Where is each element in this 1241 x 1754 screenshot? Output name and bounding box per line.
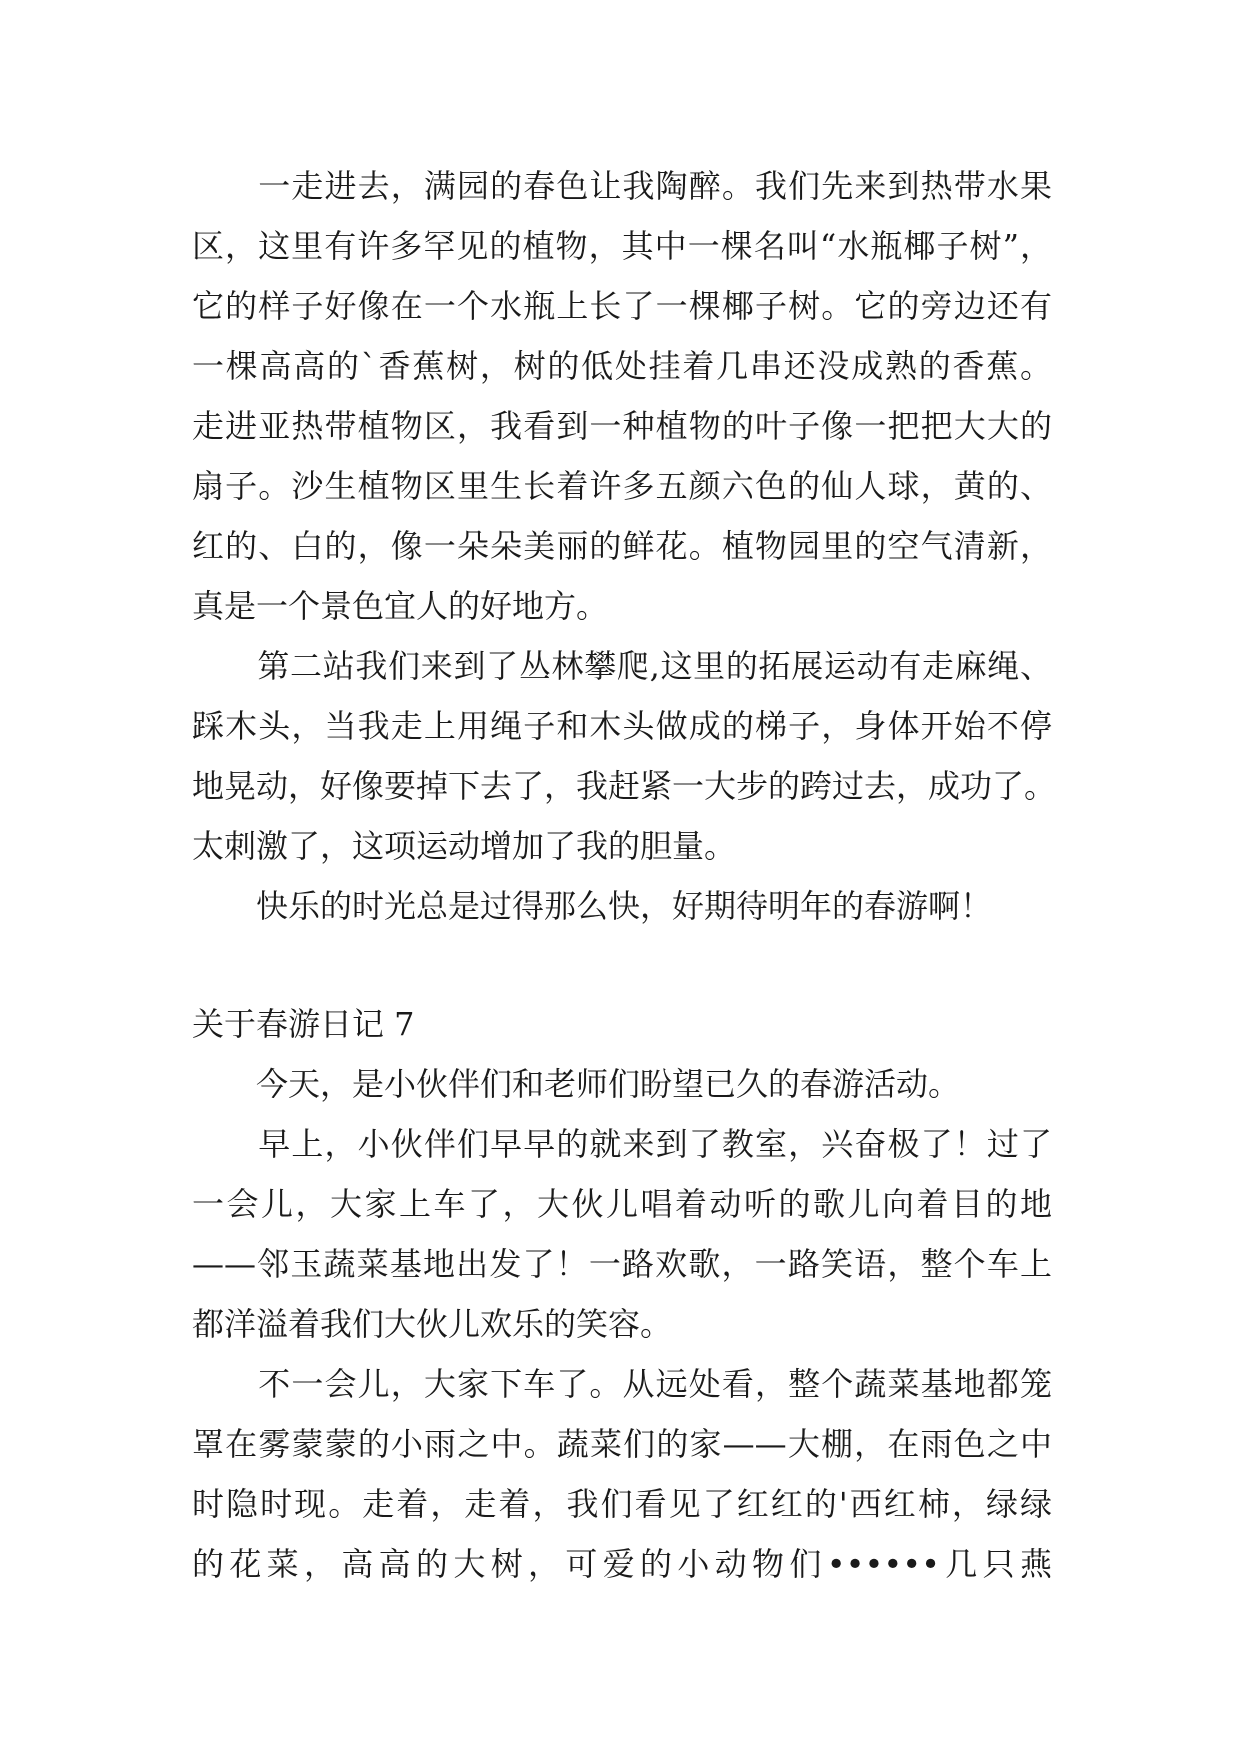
section-gap xyxy=(192,936,1052,994)
section-title: 关于春游日记 7 xyxy=(192,1005,415,1043)
paragraph-line: 真是一个景色宜人的好地方。 xyxy=(192,587,609,625)
paragraph-line: 它的样子好像在一个水瓶上长了一棵椰子树。它的旁边还有 xyxy=(192,287,1052,325)
paragraph-line: 太刺激了，这项运动增加了我的胆量。 xyxy=(192,827,737,865)
paragraph-line: 早上，小伙伴们早早的就来到了教室，兴奋极了！过了 xyxy=(192,1125,1052,1163)
document-body xyxy=(192,156,1057,1594)
paragraph-line: 一棵高高的`香蕉树，树的低处挂着几串还没成熟的香蕉。 xyxy=(192,347,1052,385)
paragraph-line: 今天，是小伙伴们和老师们盼望已久的春游活动。 xyxy=(192,1065,961,1103)
paragraph-line: 扇子。沙生植物区里生长着许多五颜六色的仙人球，黄的、 xyxy=(192,467,1052,505)
paragraph-line: 一会儿，大家上车了，大伙儿唱着动听的歌儿向着目的地 xyxy=(192,1185,1052,1223)
diary-entry-7 xyxy=(192,994,1052,1594)
paragraph-line: ——邻玉蔬菜基地出发了！一路欢歌，一路笑语，整个车上 xyxy=(192,1245,1052,1283)
paragraph-line: 区，这里有许多罕见的植物，其中一棵名叫“水瓶椰子树”， xyxy=(192,227,1052,265)
paragraph-line: 不一会儿，大家下车了。从远处看，整个蔬菜基地都笼 xyxy=(192,1365,1052,1403)
paragraph-line: 的花菜，高高的大树，可爱的小动物们••••••几只燕 xyxy=(192,1545,1052,1583)
paragraph-line: 踩木头，当我走上用绳子和木头做成的梯子，身体开始不停 xyxy=(192,707,1052,745)
paragraph-line: 时隐时现。走着，走着，我们看见了红红的'西红柿，绿绿 xyxy=(192,1485,1052,1523)
paragraph-line: 罩在雾蒙蒙的小雨之中。蔬菜们的家——大棚，在雨色之中 xyxy=(192,1425,1052,1463)
paragraph-line: 都洋溢着我们大伙儿欢乐的笑容。 xyxy=(192,1305,673,1343)
paragraph-line: 红的、白的，像一朵朵美丽的鲜花。植物园里的空气清新， xyxy=(192,527,1052,565)
paragraph-line: 第二站我们来到了丛林攀爬,这里的拓展运动有走麻绳、 xyxy=(192,647,1052,685)
paragraph-line: 走进亚热带植物区，我看到一种植物的叶子像一把把大大的 xyxy=(192,407,1052,445)
paragraph-line: 地晃动，好像要掉下去了，我赶紧一大步的跨过去，成功了。 xyxy=(192,767,1057,805)
previous-section xyxy=(192,156,1057,936)
paragraph-line: 快乐的时光总是过得那么快，好期待明年的春游啊！ xyxy=(192,887,993,925)
paragraph-line: 一走进去，满园的春色让我陶醉。我们先来到热带水果 xyxy=(192,167,1052,205)
